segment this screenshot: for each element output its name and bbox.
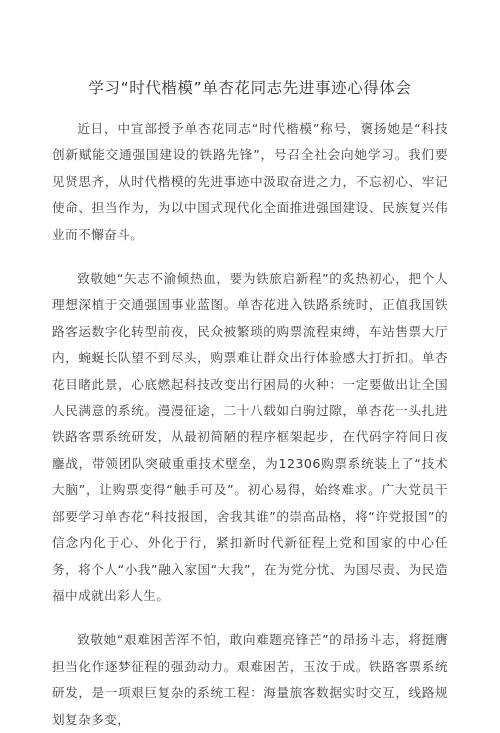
paragraph-intro: 近日，中宣部授予单杏花同志“时代楷模”称号，褒扬她是“科技创新赋能交通强国建设的铁路先锋”，号召全社会向她学习。我们要见贤思齐，从时代楷模的先进事迹中汲取奋进之力，不忘初心、牢记使命、担当作为，为以中国式现代化全面推进强国建设、民族复兴伟业而不懈奋斗。 (52, 121, 448, 242)
paragraph-fighting-spirit: 致敬她“艰难困苦浑不怕，敢向难题亮锋芒”的昂扬斗志，将挺膺担当化作逐梦征程的强劲动力。艰难困苦，玉汝于成。铁路客票系统研发，是一项艰巨复杂的系统工程：海量旅客数据实时交互，线路规划复杂多变， (52, 632, 448, 727)
paragraph-initial-aspiration: 致敬她“矢志不渝倾热血，要为铁旅启新程”的炙热初心，把个人理想深植于交通强国事业蓝图。单杏花进入铁路系统时，正值我国铁路客运数字化转型前夜，民众被繁琐的购票流程束缚，车站售票大厅内，蜿蜒长队望不到尽头，购票难让群众出行体验感大打折扣。单杏花目睹此景，心底燃起科技改变出行困局的火种：一定要做出让全国人民满意的系统。漫漫征途，二十八载如白驹过隙，单杏花一头扎进铁路客票系统研发，从最初简陋的程序框架起步，在代码字符间日夜鏖战，带领团队突破重重技术壁垒，为12306购票系统装上了“技术大脑”，让购票变得“触手可及”。初心易得，始终难求。广大党员干部要学习单杏花“科技报国，舍我其谁”的崇高品格，将“许党报国”的信念内化于心、外化于行，紧扣新时代新征程上党和国家的中心任务，将个人“小我”融入家国“大我”，在为党分忧、为国尽责、为民造福中成就出彩人生。 (52, 271, 448, 603)
document-title: 学习“时代楷模”单杏花同志先进事迹心得体会 (88, 79, 412, 97)
